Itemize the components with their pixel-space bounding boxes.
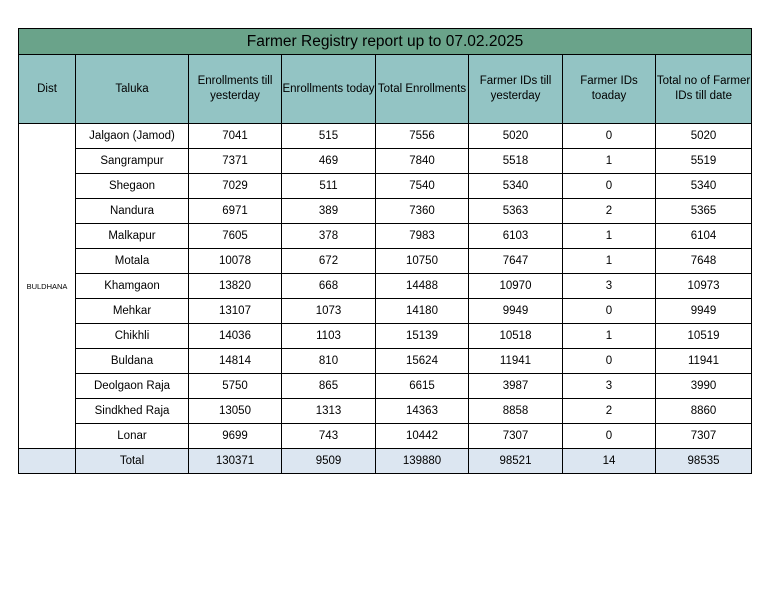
table-row xyxy=(19,274,752,299)
value-cell: 7307 xyxy=(656,424,752,449)
taluka-cell: Lonar xyxy=(76,424,189,449)
total-value-cell: 98521 xyxy=(469,449,563,474)
value-cell: 7556 xyxy=(376,124,469,149)
table-row xyxy=(19,224,752,249)
header-taluka: Taluka xyxy=(76,55,189,124)
table-row xyxy=(19,199,752,224)
value-cell: 6103 xyxy=(469,224,563,249)
taluka-cell: Sangrampur xyxy=(76,149,189,174)
value-cell: 5340 xyxy=(656,174,752,199)
value-cell: 810 xyxy=(282,349,376,374)
header-enrollments-today: Enrollments today xyxy=(282,55,376,124)
value-cell: 15624 xyxy=(376,349,469,374)
value-cell: 10973 xyxy=(656,274,752,299)
value-cell: 13050 xyxy=(189,399,282,424)
value-cell: 389 xyxy=(282,199,376,224)
value-cell: 1 xyxy=(563,324,656,349)
value-cell: 1073 xyxy=(282,299,376,324)
value-cell: 0 xyxy=(563,124,656,149)
value-cell: 7041 xyxy=(189,124,282,149)
total-row xyxy=(19,449,752,474)
farmer-registry-table xyxy=(18,28,752,474)
value-cell: 0 xyxy=(563,299,656,324)
value-cell: 10750 xyxy=(376,249,469,274)
value-cell: 13820 xyxy=(189,274,282,299)
value-cell: 10518 xyxy=(469,324,563,349)
value-cell: 10442 xyxy=(376,424,469,449)
taluka-cell: Sindkhed Raja xyxy=(76,399,189,424)
value-cell: 7540 xyxy=(376,174,469,199)
header-dist: Dist xyxy=(19,55,76,124)
value-cell: 5020 xyxy=(469,124,563,149)
value-cell: 10078 xyxy=(189,249,282,274)
table-row xyxy=(19,399,752,424)
taluka-cell: Chikhli xyxy=(76,324,189,349)
value-cell: 15139 xyxy=(376,324,469,349)
header-farmer-ids-till-yesterday: Farmer IDs till yesterday xyxy=(469,55,563,124)
report-title: Farmer Registry report up to 07.02.2025 xyxy=(19,29,752,55)
table-row xyxy=(19,174,752,199)
value-cell: 469 xyxy=(282,149,376,174)
value-cell: 0 xyxy=(563,424,656,449)
value-cell: 7605 xyxy=(189,224,282,249)
value-cell: 1 xyxy=(563,149,656,174)
value-cell: 11941 xyxy=(469,349,563,374)
taluka-cell: Buldana xyxy=(76,349,189,374)
table-body xyxy=(19,124,752,474)
value-cell: 743 xyxy=(282,424,376,449)
header-total-enrollments: Total Enrollments xyxy=(376,55,469,124)
value-cell: 7029 xyxy=(189,174,282,199)
value-cell: 5020 xyxy=(656,124,752,149)
value-cell: 2 xyxy=(563,399,656,424)
value-cell: 511 xyxy=(282,174,376,199)
value-cell: 668 xyxy=(282,274,376,299)
table-row xyxy=(19,249,752,274)
value-cell: 1103 xyxy=(282,324,376,349)
taluka-cell: Motala xyxy=(76,249,189,274)
value-cell: 378 xyxy=(282,224,376,249)
value-cell: 6971 xyxy=(189,199,282,224)
value-cell: 5750 xyxy=(189,374,282,399)
value-cell: 14814 xyxy=(189,349,282,374)
header-total-farmer-ids-till-date: Total no of Farmer IDs till date xyxy=(656,55,752,124)
value-cell: 5365 xyxy=(656,199,752,224)
value-cell: 6615 xyxy=(376,374,469,399)
total-row-dist-cell xyxy=(19,449,76,474)
taluka-cell: Mehkar xyxy=(76,299,189,324)
table-row xyxy=(19,424,752,449)
total-value-cell: 98535 xyxy=(656,449,752,474)
value-cell: 8858 xyxy=(469,399,563,424)
header-farmer-ids-today: Farmer IDs toaday xyxy=(563,55,656,124)
value-cell: 0 xyxy=(563,349,656,374)
value-cell: 2 xyxy=(563,199,656,224)
table-row xyxy=(19,324,752,349)
table-row xyxy=(19,299,752,324)
value-cell: 5518 xyxy=(469,149,563,174)
value-cell: 7371 xyxy=(189,149,282,174)
table-row xyxy=(19,349,752,374)
table-row xyxy=(19,374,752,399)
value-cell: 1313 xyxy=(282,399,376,424)
value-cell: 7647 xyxy=(469,249,563,274)
value-cell: 5363 xyxy=(469,199,563,224)
header-enrollments-till-yesterday: Enrollments till yesterday xyxy=(189,55,282,124)
value-cell: 9949 xyxy=(656,299,752,324)
value-cell: 11941 xyxy=(656,349,752,374)
value-cell: 0 xyxy=(563,174,656,199)
taluka-cell: Jalgaon (Jamod) xyxy=(76,124,189,149)
value-cell: 10519 xyxy=(656,324,752,349)
value-cell: 515 xyxy=(282,124,376,149)
value-cell: 3987 xyxy=(469,374,563,399)
value-cell: 9949 xyxy=(469,299,563,324)
value-cell: 14363 xyxy=(376,399,469,424)
value-cell: 865 xyxy=(282,374,376,399)
value-cell: 13107 xyxy=(189,299,282,324)
value-cell: 7840 xyxy=(376,149,469,174)
value-cell: 8860 xyxy=(656,399,752,424)
value-cell: 5340 xyxy=(469,174,563,199)
taluka-cell: Shegaon xyxy=(76,174,189,199)
taluka-cell: Deolgaon Raja xyxy=(76,374,189,399)
value-cell: 3990 xyxy=(656,374,752,399)
value-cell: 10970 xyxy=(469,274,563,299)
value-cell: 14488 xyxy=(376,274,469,299)
value-cell: 7360 xyxy=(376,199,469,224)
total-value-cell: 14 xyxy=(563,449,656,474)
value-cell: 3 xyxy=(563,274,656,299)
table-row xyxy=(19,124,752,149)
value-cell: 7648 xyxy=(656,249,752,274)
value-cell: 3 xyxy=(563,374,656,399)
district-cell: BULDHANA xyxy=(19,124,76,449)
value-cell: 7307 xyxy=(469,424,563,449)
value-cell: 14036 xyxy=(189,324,282,349)
value-cell: 7983 xyxy=(376,224,469,249)
value-cell: 5519 xyxy=(656,149,752,174)
total-value-cell: 9509 xyxy=(282,449,376,474)
value-cell: 1 xyxy=(563,249,656,274)
taluka-cell: Malkapur xyxy=(76,224,189,249)
taluka-cell: Khamgaon xyxy=(76,274,189,299)
value-cell: 9699 xyxy=(189,424,282,449)
total-label: Total xyxy=(76,449,189,474)
total-value-cell: 130371 xyxy=(189,449,282,474)
taluka-cell: Nandura xyxy=(76,199,189,224)
value-cell: 1 xyxy=(563,224,656,249)
value-cell: 6104 xyxy=(656,224,752,249)
total-value-cell: 139880 xyxy=(376,449,469,474)
value-cell: 14180 xyxy=(376,299,469,324)
table-row xyxy=(19,149,752,174)
value-cell: 672 xyxy=(282,249,376,274)
